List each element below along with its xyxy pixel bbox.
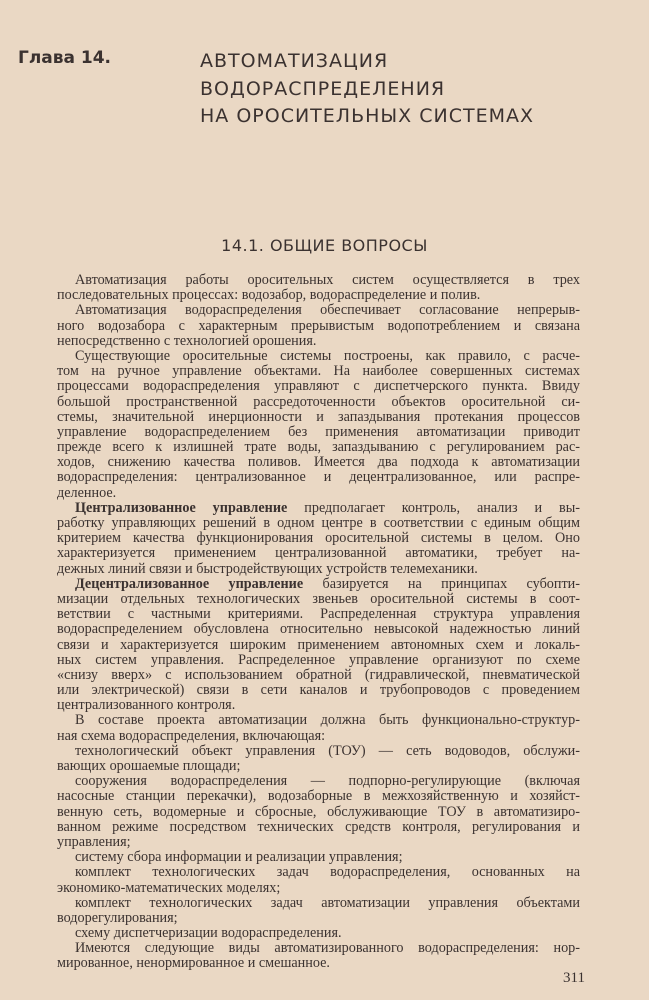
- line-text: водорегулирования;: [57, 909, 178, 926]
- text-line: [57, 926, 580, 941]
- bold-term: Децентрализованное управление: [75, 575, 304, 592]
- line-text: критерием качества функционирования оросительной системы в целом. Оно: [57, 530, 580, 547]
- line-text: непосредственно с технологией орошения.: [57, 332, 317, 349]
- text-line: [57, 379, 580, 394]
- line-text: ного водозабора с характерным прерывистым водопотреблением и связана: [57, 317, 580, 334]
- text-line: [57, 319, 580, 334]
- text-line: [57, 486, 580, 501]
- text-line: [57, 622, 580, 637]
- line-text: ходов, снижению качества поливов. Имеется два подхода к автоматизации: [57, 454, 580, 471]
- chapter-title-line: АВТОМАТИЗАЦИЯ: [200, 50, 389, 72]
- text-line: [57, 850, 580, 865]
- text-line: [57, 349, 580, 364]
- line-text: мизации отдельных технологических звеньев оросительной системы в соот-: [57, 590, 580, 607]
- text-line: [57, 668, 580, 683]
- paragraph: [57, 501, 580, 577]
- line-text: управление водораспределением без применения автоматизации приводит: [57, 423, 580, 440]
- text-line: [57, 911, 580, 926]
- text-line: [57, 941, 580, 956]
- text-line: [57, 820, 580, 835]
- paragraph: [57, 941, 580, 971]
- chapter-title: [200, 48, 534, 131]
- text-line: [57, 865, 580, 880]
- line-text: деленное.: [57, 484, 117, 501]
- text-line: [57, 713, 580, 728]
- line-text: процессами водораспределения управляют с диспетчерского пункта. Ввиду: [57, 378, 580, 395]
- line-text: Автоматизация водораспределения обеспечивает согласование непрерыв-: [75, 302, 580, 319]
- line-text: централизованного контроля.: [57, 697, 236, 714]
- text-line: [57, 440, 580, 455]
- paragraph: [57, 577, 580, 714]
- text-line: [57, 638, 580, 653]
- text-line: [57, 805, 580, 820]
- paragraph: [57, 850, 580, 865]
- text-line: [57, 531, 580, 546]
- text-line: [57, 288, 580, 303]
- body-text: [57, 273, 580, 972]
- line-text: комплект технологических задач водораспределения, основанных на: [75, 864, 580, 881]
- text-line: [57, 425, 580, 440]
- chapter-title-line: НА ОРОСИТЕЛЬНЫХ СИСТЕМАХ: [200, 105, 534, 127]
- line-text: ных систем управления. Распределенное управление организуют по схеме: [57, 651, 580, 668]
- line-text: стемы, значительной инерционности и запаздывания протекания процессов: [57, 408, 580, 425]
- text-line: [57, 607, 580, 622]
- text-line: [57, 759, 580, 774]
- line-text: В составе проекта автоматизации должна быть функционально-структур-: [75, 712, 580, 729]
- text-line: [57, 577, 580, 592]
- line-text: большой пространственной рассредоточенности объектов оросительной си-: [57, 393, 580, 410]
- line-text: водораспределением обусловлена относительно невысокой надежностью линий: [57, 621, 580, 638]
- line-text: том на ручное управление объектами. На наиболее совершенных системах: [57, 363, 580, 380]
- text-line: [57, 729, 580, 744]
- line-text: водораспределения: централизованное и децентрализованное, или распре-: [57, 469, 580, 486]
- line-text: систему сбора информации и реализации управления;: [75, 849, 403, 866]
- line-text: или электрической) связи в сети каналов и трубопроводов с проведением: [57, 682, 580, 699]
- line-text: ванном режиме посредством технических средств контроля, регулирования и: [57, 818, 580, 835]
- line-text: схему диспетчеризации водораспределения.: [75, 925, 342, 942]
- page-number: 311: [563, 970, 585, 986]
- text-line: [57, 410, 580, 425]
- paragraph: [57, 744, 580, 774]
- line-text: предполагает контроль, анализ и вы-: [287, 499, 580, 516]
- text-line: [57, 835, 580, 850]
- line-text: мированное, ненормированное и смешанное.: [57, 955, 330, 972]
- line-text: Автоматизация работы оросительных систем осуществляется в трех: [75, 272, 580, 288]
- chapter-label: Глава 14.: [18, 48, 112, 68]
- line-text: комплект технологических задач автоматизации управления объектами: [75, 894, 580, 911]
- line-text: венную сеть, водомерные и сбросные, обслуживающие ТОУ в автоматизиро-: [57, 803, 580, 820]
- line-text: ветствии с частными критериями. Распределенная структура управления: [57, 606, 580, 623]
- text-line: [57, 744, 580, 759]
- line-text: характеризуется применением централизованной автоматики, требует на-: [57, 545, 580, 562]
- line-text: работку управляющих решений в одном центре в соответствии с единым общим: [57, 515, 580, 531]
- paragraph: [57, 713, 580, 743]
- text-line: [57, 789, 580, 804]
- paragraph: [57, 349, 580, 501]
- bold-term: Централизованное управление: [75, 499, 288, 516]
- line-text: базируется на принципах субопти-: [303, 575, 580, 592]
- line-text: связи и характеризуется широким применением автономных схем и локаль-: [57, 636, 580, 653]
- text-line: [57, 470, 580, 485]
- text-line: [57, 956, 580, 971]
- line-text: насосные станции перекачки), водозаборные в межхозяйственную и хозяйст-: [57, 788, 580, 805]
- line-text: прежде всего к излишней трате воды, запаздыванию с регулированием рас-: [57, 439, 580, 456]
- paragraph: [57, 303, 580, 349]
- text-line: [57, 592, 580, 607]
- line-text: ная схема водораспределения, включающая:: [57, 727, 326, 744]
- text-line: [57, 896, 580, 911]
- text-line: [57, 303, 580, 318]
- text-line: [57, 562, 580, 577]
- text-line: [57, 273, 580, 288]
- text-line: [57, 516, 580, 531]
- paragraph: [57, 273, 580, 303]
- text-line: [57, 698, 580, 713]
- line-text: управления;: [57, 833, 131, 850]
- paragraph: [57, 774, 580, 850]
- text-line: [57, 364, 580, 379]
- text-line: [57, 653, 580, 668]
- line-text: Имеются следующие виды автоматизированного водораспределения: нор-: [75, 940, 580, 957]
- line-text: сооружения водораспределения — подпорно-регулирующие (включая: [75, 773, 580, 790]
- text-line: [57, 395, 580, 410]
- line-text: экономико-математических моделях;: [57, 879, 281, 896]
- line-text: технологический объект управления (ТОУ) — сеть водоводов, обслужи-: [75, 742, 580, 759]
- paragraph: [57, 896, 580, 926]
- text-line: [57, 455, 580, 470]
- line-text: «снизу вверх» с использованием обратной (гидравлической, пневматической: [57, 666, 580, 683]
- text-line: [57, 683, 580, 698]
- text-line: [57, 881, 580, 896]
- text-line: [57, 774, 580, 789]
- line-text: вающих орошаемые площади;: [57, 758, 241, 774]
- chapter-title-line: ВОДОРАСПРЕДЕЛЕНИЯ: [200, 77, 446, 100]
- section-heading: 14.1. ОБЩИЕ ВОПРОСЫ: [221, 236, 428, 255]
- text-line: [57, 334, 580, 349]
- paragraph: [57, 926, 580, 941]
- line-text: дежных линий связи и быстродействующих устройств телемеханики.: [57, 560, 478, 577]
- line-text: последовательных процессах: водозабор, водораспределение и полив.: [57, 287, 481, 304]
- line-text: Существующие оросительные системы построены, как правило, с расче-: [75, 347, 580, 364]
- text-line: [57, 501, 580, 516]
- text-line: [57, 546, 580, 561]
- paragraph: [57, 865, 580, 895]
